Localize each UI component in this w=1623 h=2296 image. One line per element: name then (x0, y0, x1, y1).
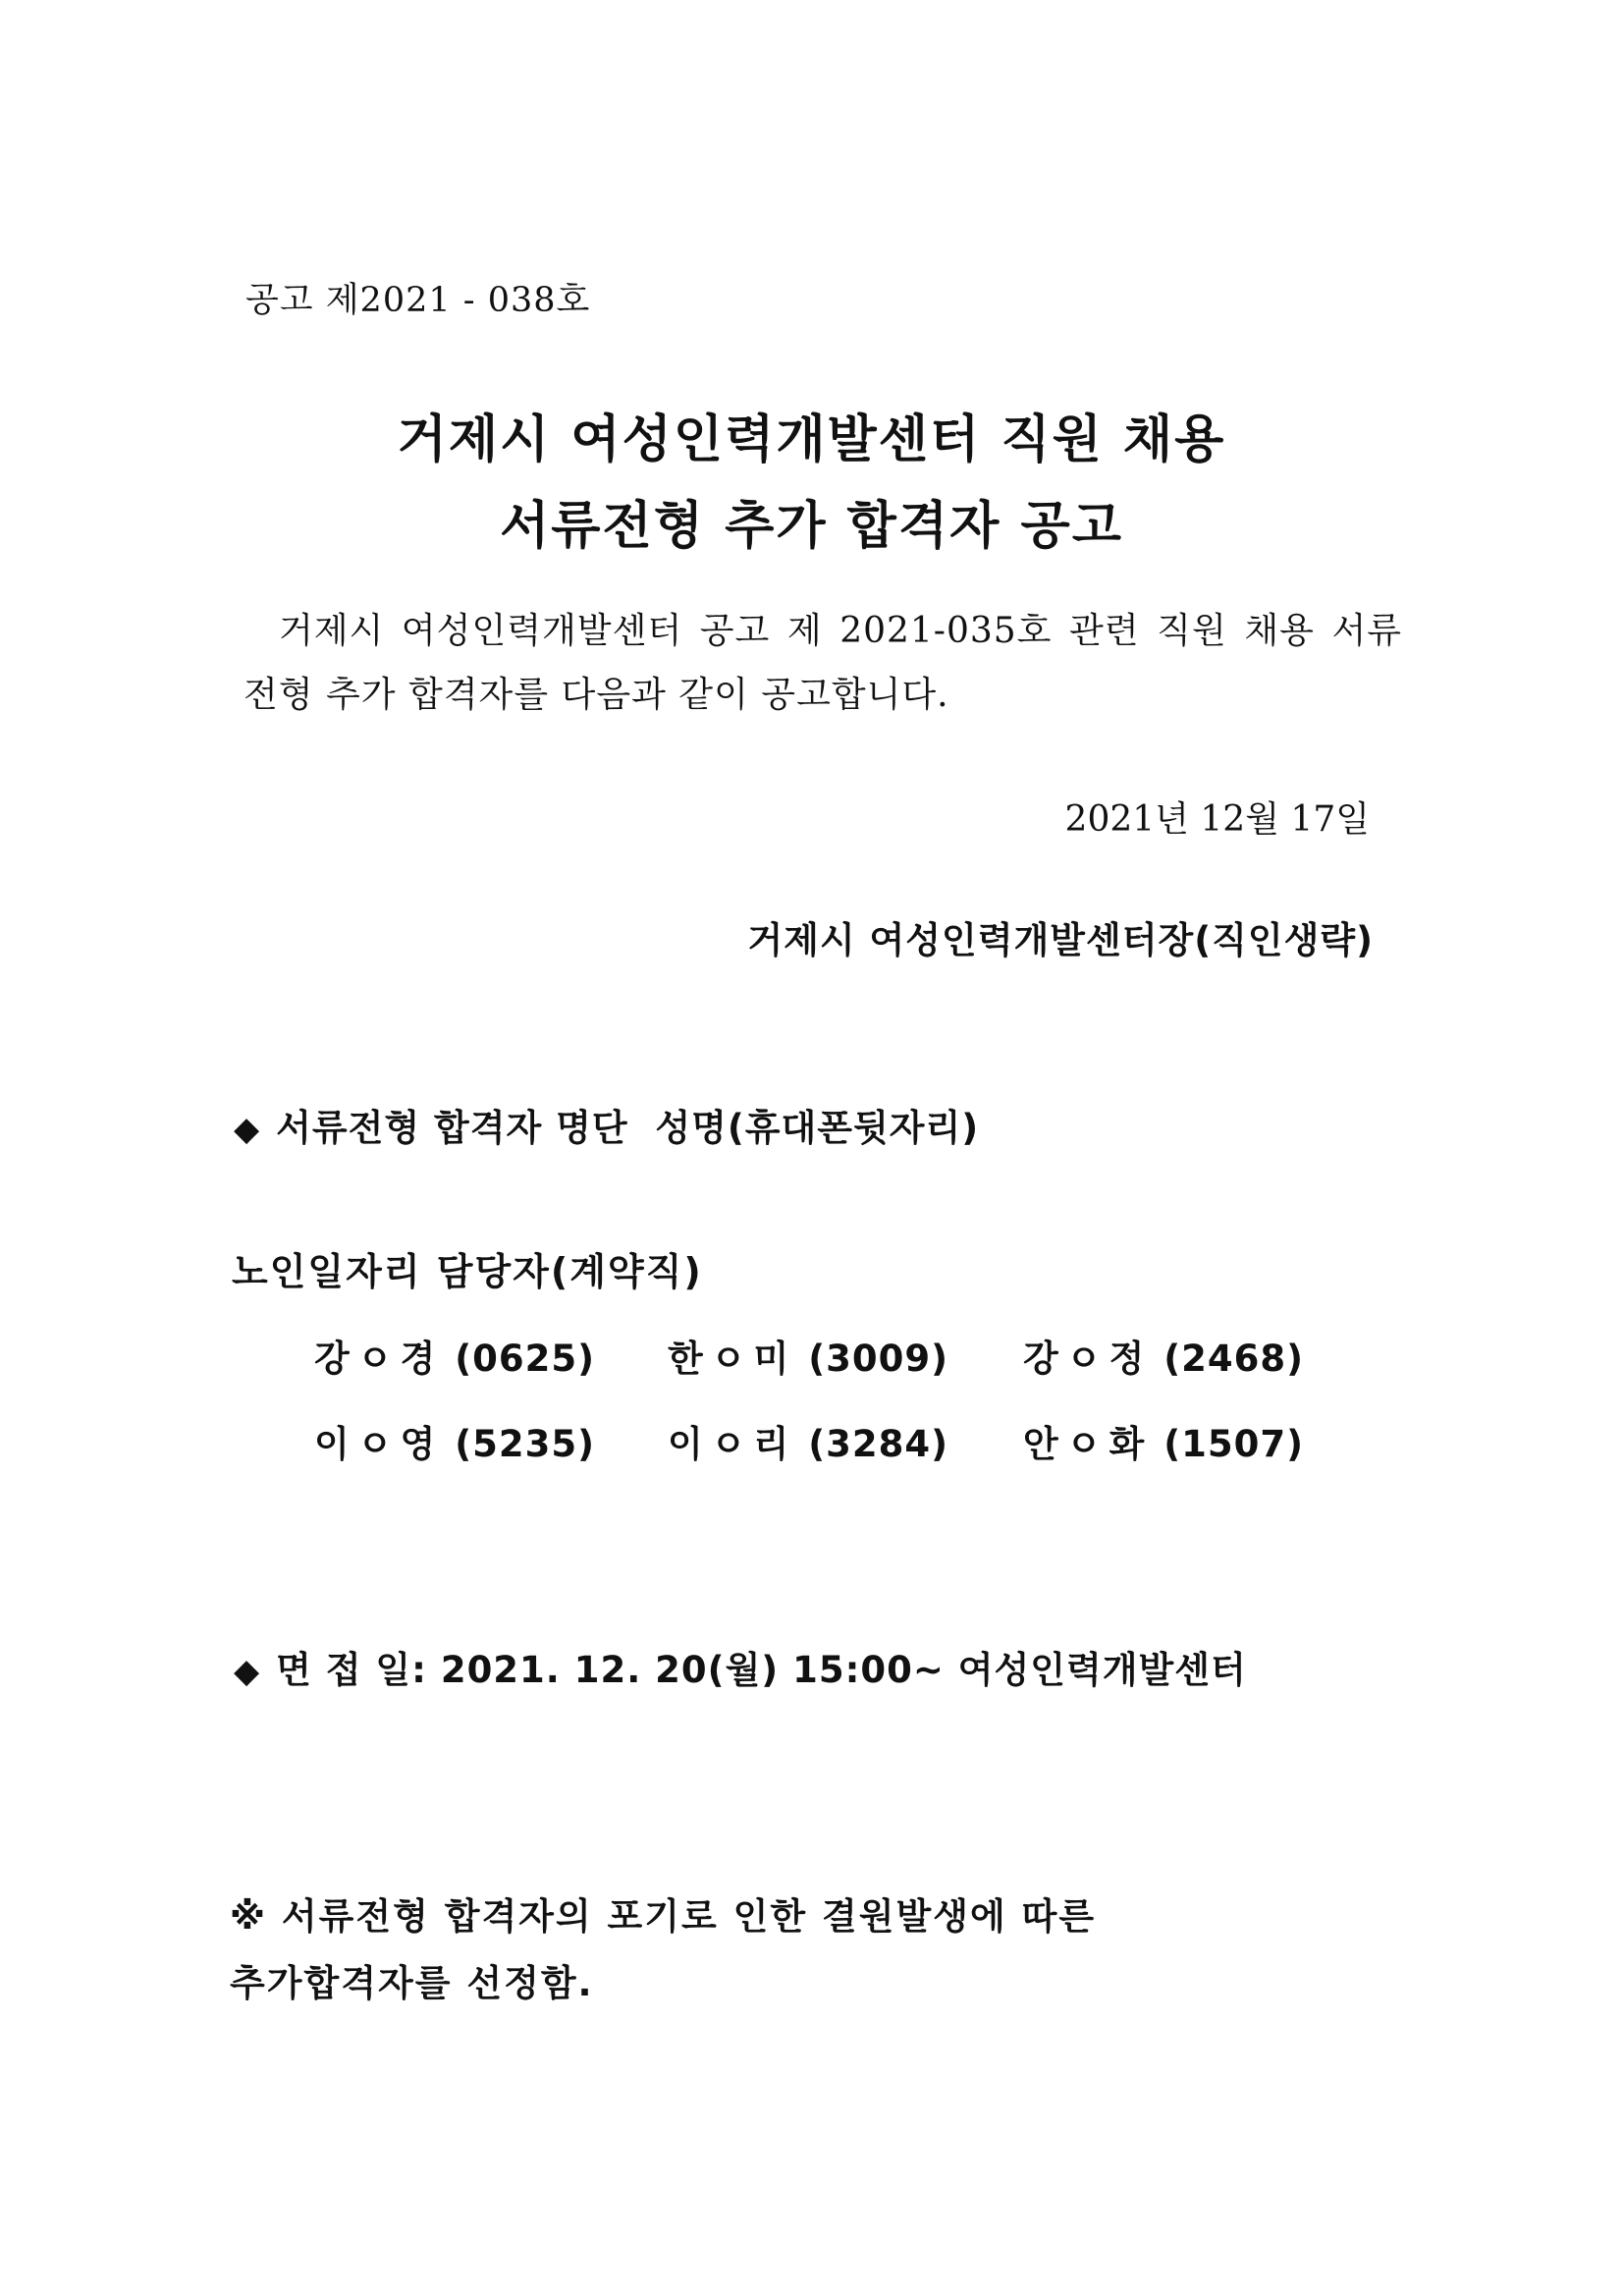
passer-name: 이ㅇ영 (314, 1423, 444, 1465)
footnote-line-1: ※ 서류전형 합격자의 포기로 인한 결원발생에 따른 (230, 1895, 1097, 1938)
passer-entry (668, 1329, 948, 1382)
passer-phone: (3009) (808, 1338, 949, 1380)
diamond-bullet-icon: ◆ (234, 1652, 261, 1691)
passer-entry (314, 1329, 595, 1382)
passer-entry (1023, 1414, 1304, 1467)
interview-info (234, 1640, 1247, 1693)
passer-name: 안ㅇ화 (1023, 1423, 1153, 1465)
passer-name: 강ㅇ경 (314, 1338, 444, 1380)
passer-phone: (3284) (808, 1423, 949, 1465)
passer-phone: (2468) (1163, 1338, 1305, 1380)
issuer: 거제시 여성인력개발센터장(직인생략) (747, 919, 1374, 961)
passer-entry (1023, 1329, 1304, 1382)
passer-list-heading (234, 1098, 979, 1151)
passer-entry (668, 1414, 948, 1467)
interview-label: 면 접 일: 2021. 12. 20(월) 15:00~ 여성인력개발센터 (276, 1649, 1247, 1691)
passer-name: 한ㅇ미 (668, 1338, 797, 1380)
passer-phone: (0625) (455, 1338, 596, 1380)
diamond-bullet-icon: ◆ (234, 1110, 261, 1149)
title-line-1: 거제시 여성인력개발센터 직원 채용 (397, 410, 1226, 469)
passer-list-label: 서류전형 합격자 명단 성명(휴대폰뒷자리) (276, 1107, 980, 1149)
notice-date: 2021년 12월 17일 (1064, 799, 1370, 840)
footnote-line-2: 추가합격자를 선정함. (230, 1962, 594, 2004)
passer-entry (314, 1414, 595, 1467)
title-line-2: 서류전형 추가 합격자 공고 (500, 497, 1123, 556)
passer-name: 강ㅇ정 (1023, 1338, 1153, 1380)
passer-phone: (5235) (455, 1423, 596, 1465)
footnote (230, 1884, 1096, 2017)
passer-phone: (1507) (1163, 1423, 1305, 1465)
intro-paragraph: 거제시 여성인력개발센터 공고 제 2021-035호 관련 직원 채용 서류 전형 추가 합격자를 다음과 같이 공고합니다. (243, 611, 1402, 715)
passer-name: 이ㅇ리 (668, 1423, 797, 1465)
job-category: 노인일자리 담당자(계약직) (232, 1250, 703, 1293)
notice-number: 공고 제2021 - 038호 (245, 281, 591, 320)
